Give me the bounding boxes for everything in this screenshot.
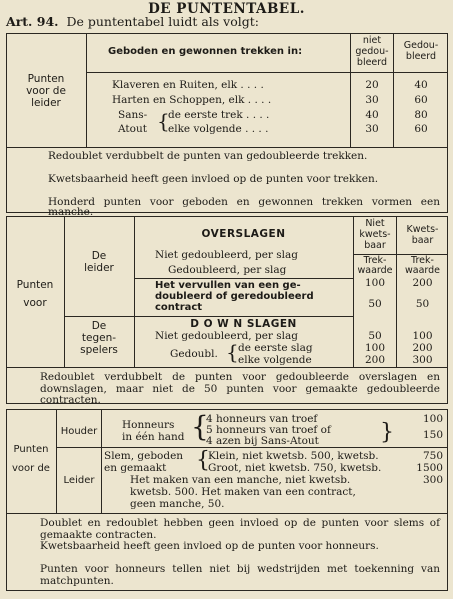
t2-brace: {: [226, 340, 239, 364]
t1-val-b-3: 60: [414, 123, 428, 135]
t1-note-2: Kwetsbaarheid heeft geen invloed op de punten voor trekken.: [48, 173, 379, 185]
t3-hon-val-1: 100: [422, 413, 443, 425]
t2-down-a-2: 200: [364, 354, 386, 366]
t2-over-b-1: 200: [412, 277, 433, 289]
t3-note-1: Doublet en redoublet hebben geen invloed op de punten voor slems of gemaakte contracten.: [40, 517, 440, 541]
t2-down-volgende: elke volgende: [238, 354, 312, 366]
t2-tegen-2: tegen-: [81, 332, 117, 344]
t3-note-3: Punten voor honneurs tellen niet bij wedstrijden met toekenning van matchpunten.: [40, 563, 440, 587]
t2-down-a-0: 50: [368, 330, 382, 342]
t2-down-b-1: 200: [412, 342, 433, 354]
t3-houder: Houder: [60, 426, 98, 437]
t1-note-1: Redoublet verdubbelt de punten van gedoubleerde trekken.: [48, 150, 368, 162]
t3-manche-2: kwetsb. 500. Het maken van een contract,: [130, 486, 356, 498]
t3-honneurs-2: in één hand: [122, 431, 185, 443]
t2-trek-b-2: waarde: [404, 265, 441, 276]
t2-contract-3: contract: [155, 302, 203, 313]
t1-col-ged-2: bleerd: [405, 51, 437, 62]
article-heading: [6, 14, 259, 29]
t1-val-a-1: 30: [365, 94, 379, 106]
t1-val-a-0: 20: [365, 79, 379, 91]
t2-col-niet-3: baar: [364, 240, 386, 251]
t3-side-label-2: voor de: [12, 463, 50, 474]
t3-hon-row-1: 4 honneurs van troef: [206, 413, 318, 425]
t2-leider-1: De: [91, 250, 107, 262]
t2-tegen-1: De: [91, 320, 107, 332]
t2-down-eerste: de eerste slag: [238, 342, 313, 354]
t2-side-label-1: Punten: [16, 279, 54, 291]
t3-slem-val-1: 750: [422, 450, 443, 462]
t1-col-niet-1: niet: [362, 35, 382, 46]
t2-down-b-2: 300: [412, 354, 433, 366]
t2-row-niet-ged: Niet gedoubleerd, per slag: [155, 249, 299, 261]
t2-leider-2: leider: [84, 262, 114, 274]
t3-manche-3: geen manche, 50.: [130, 498, 225, 510]
t1-side-label-3: leider: [31, 97, 61, 109]
t1-val-b-1: 60: [414, 94, 428, 106]
t2-contract-1: Het vervullen van een ge-: [155, 280, 301, 291]
t3-slem-row-2: Groot, niet kwetsb. 750, kwetsb.: [208, 462, 382, 474]
article-label: Art. 94.: [6, 14, 59, 29]
t2-gedoubl: Gedoubl.: [170, 348, 218, 360]
t2-col-kw-2: baar: [411, 235, 434, 246]
t1-row-klaveren: Klaveren en Ruiten, elk . . . .: [112, 79, 264, 91]
t2-tegen-3: spelers: [80, 344, 118, 356]
t2-down-niet: Niet gedoubleerd, per slag: [155, 330, 299, 342]
t2-row-ged: Gedoubleerd, per slag: [168, 264, 287, 276]
t1-brace: {: [157, 109, 170, 133]
t1-note-3: Honderd punten voor geboden en gewonnen trekken vormen een manche.: [48, 196, 440, 218]
t3-slem-2: en gemaakt: [104, 462, 167, 474]
t2-downslagen-heading: D O W N SLAGEN: [190, 318, 297, 330]
t2-overslagen-heading: OVERSLAGEN: [201, 228, 286, 240]
t3-slem-row-1: Klein, niet kwetsb. 500, kwetsb.: [208, 450, 379, 462]
t2-contract-a: 50: [368, 298, 382, 310]
t2-col-niet-2: kwets-: [359, 229, 391, 240]
t2-contract-b: 50: [415, 298, 430, 310]
t3-hon-row-3: 4 azen bij Sans-Atout: [206, 435, 319, 447]
t1-col-ged-1: Gedou-: [403, 40, 439, 51]
t1-row-volgende: elke volgende . . . .: [168, 123, 269, 135]
t3-side-label-1: Punten: [13, 444, 49, 455]
t3-manche-val: 300: [422, 474, 443, 486]
t1-side-label-2: voor de: [26, 85, 66, 97]
t1-atout-label: Atout: [118, 123, 147, 135]
t1-val-b-0: 40: [414, 79, 428, 91]
t2-col-niet-1: Niet: [365, 218, 385, 229]
t3-hon-val-2: 150: [422, 429, 443, 441]
t2-down-b-0: 100: [412, 330, 433, 342]
t1-col-niet-2: gedou-: [355, 46, 389, 57]
t2-side-label-2: voor: [23, 297, 47, 309]
t1-val-a-2: 40: [365, 109, 379, 121]
t1-header: Geboden en gewonnen trekken in:: [108, 46, 303, 57]
t3-brace-slem: {: [196, 448, 210, 473]
t1-col-niet-3: bleerd: [356, 57, 388, 68]
t3-slem-1: Slem, geboden: [104, 450, 184, 462]
article-text: De puntentabel luidt als volgt:: [66, 14, 259, 29]
t3-manche-1: Het maken van een manche, niet kwetsb.: [130, 474, 351, 486]
t3-note-2: Kwetsbaarheid heeft geen invloed op de punten voor honneurs.: [40, 540, 379, 552]
t1-row-harten: Harten en Schoppen, elk . . . .: [112, 94, 272, 106]
t3-leider: Leider: [63, 475, 95, 486]
t3-honneurs-1: Honneurs: [122, 419, 175, 431]
t1-val-b-2: 80: [414, 109, 428, 121]
t1-val-a-3: 30: [365, 123, 379, 135]
t2-trek-a-1: Trek-: [363, 255, 387, 266]
t1-side-label-1: Punten: [27, 73, 65, 85]
t2-col-kw-1: Kwets-: [406, 224, 439, 235]
t3-brace-left: {: [191, 410, 209, 443]
t2-note: Redoublet verdubbelt de punten voor gedoubleerde overslagen en downslagen, maar niet de 50 punten voor gemaakte gedoubleerde contracten.: [40, 371, 440, 406]
t2-over-a-1: 100: [364, 277, 386, 289]
t3-hon-row-2: 5 honneurs van troef of: [206, 424, 331, 436]
t3-brace-right: }: [380, 420, 394, 445]
t1-sans-label: Sans-: [118, 109, 148, 121]
t1-row-eerste: de eerste trek . . . .: [168, 109, 270, 121]
t2-trek-a-2: waarde: [357, 265, 393, 276]
page-title: DE PUNTENTABEL.: [148, 1, 305, 17]
t2-trek-b-1: Trek-: [411, 255, 434, 266]
t2-down-a-1: 100: [364, 342, 386, 354]
t3-slem-val-2: 1500: [416, 462, 443, 474]
t2-contract-2: doubleerd of geredoubleerd: [155, 291, 314, 302]
